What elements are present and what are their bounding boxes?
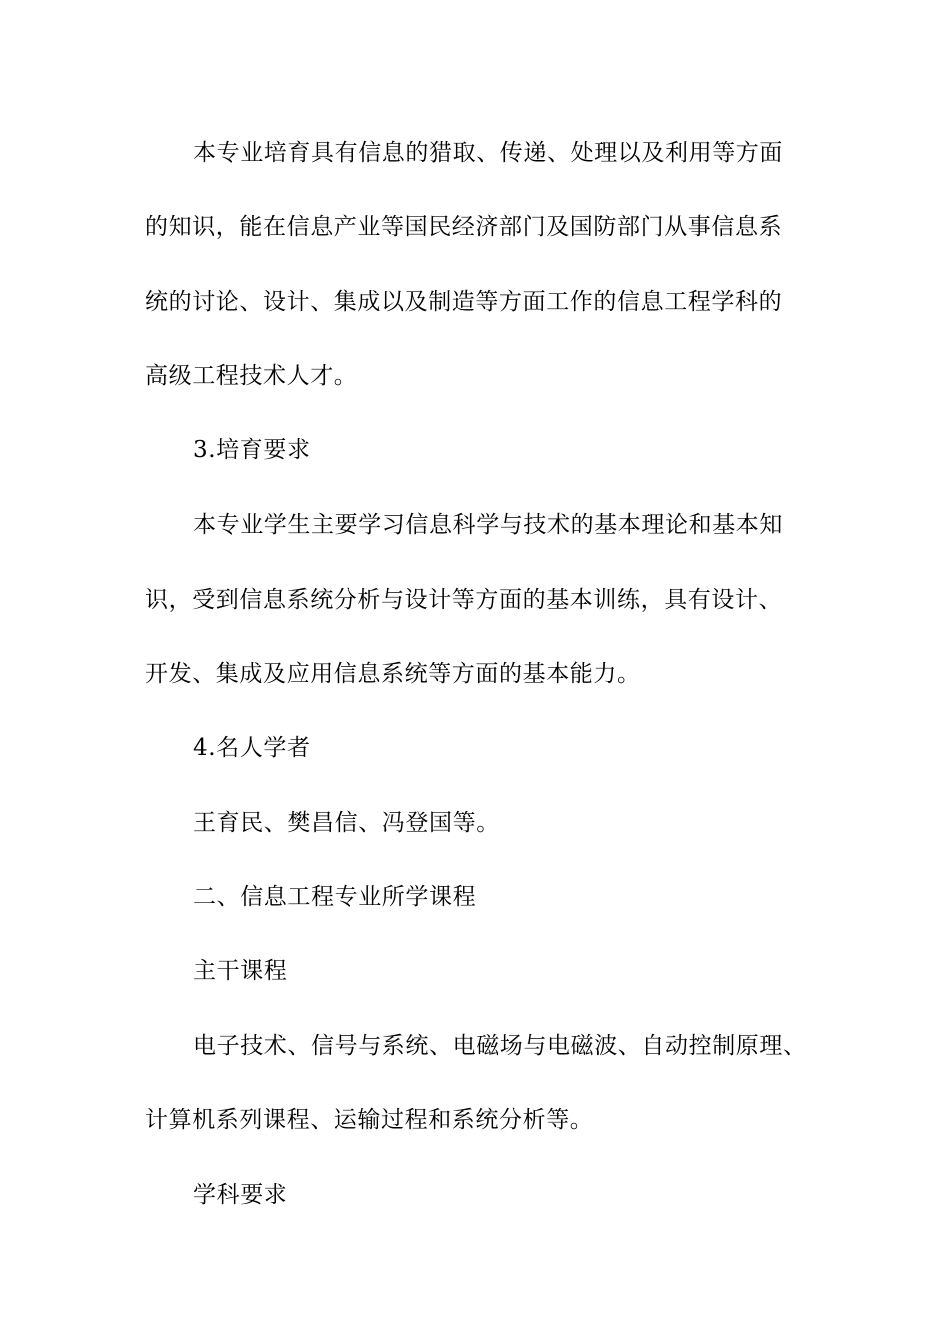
paragraph-line: 本专业学生主要学习信息科学与技术的基本理论和基本知	[193, 512, 783, 538]
paragraph-line: 本专业培育具有信息的猎取、传递、处理以及利用等方面	[193, 140, 783, 166]
subsection-heading: 主干课程	[193, 958, 288, 984]
paragraph-line: 的知识，能在信息产业等国民经济部门及国防部门从事信息系	[145, 214, 783, 240]
paragraph-line: 开发、集成及应用信息系统等方面的基本能力。	[145, 661, 641, 687]
subsection-heading: 学科要求	[193, 1182, 288, 1208]
paragraph-line: 统的讨论、设计、集成以及制造等方面工作的信息工程学科的	[145, 289, 783, 315]
paragraph-line: 计算机系列课程、运输过程和系统分析等。	[145, 1107, 594, 1133]
paragraph-line: 王育民、樊昌信、冯登国等。	[193, 810, 500, 836]
section-heading: 4.名人学者	[193, 735, 311, 761]
paragraph-line: 高级工程技术人才。	[145, 363, 358, 389]
paragraph-line: 电子技术、信号与系统、电磁场与电磁波、自动控制原理、	[193, 1033, 807, 1059]
section-heading: 二、信息工程专业所学课程	[193, 884, 477, 910]
section-heading: 3.培育要求	[193, 437, 311, 463]
paragraph-line: 识，受到信息系统分析与设计等方面的基本训练，具有设计、	[145, 587, 783, 613]
